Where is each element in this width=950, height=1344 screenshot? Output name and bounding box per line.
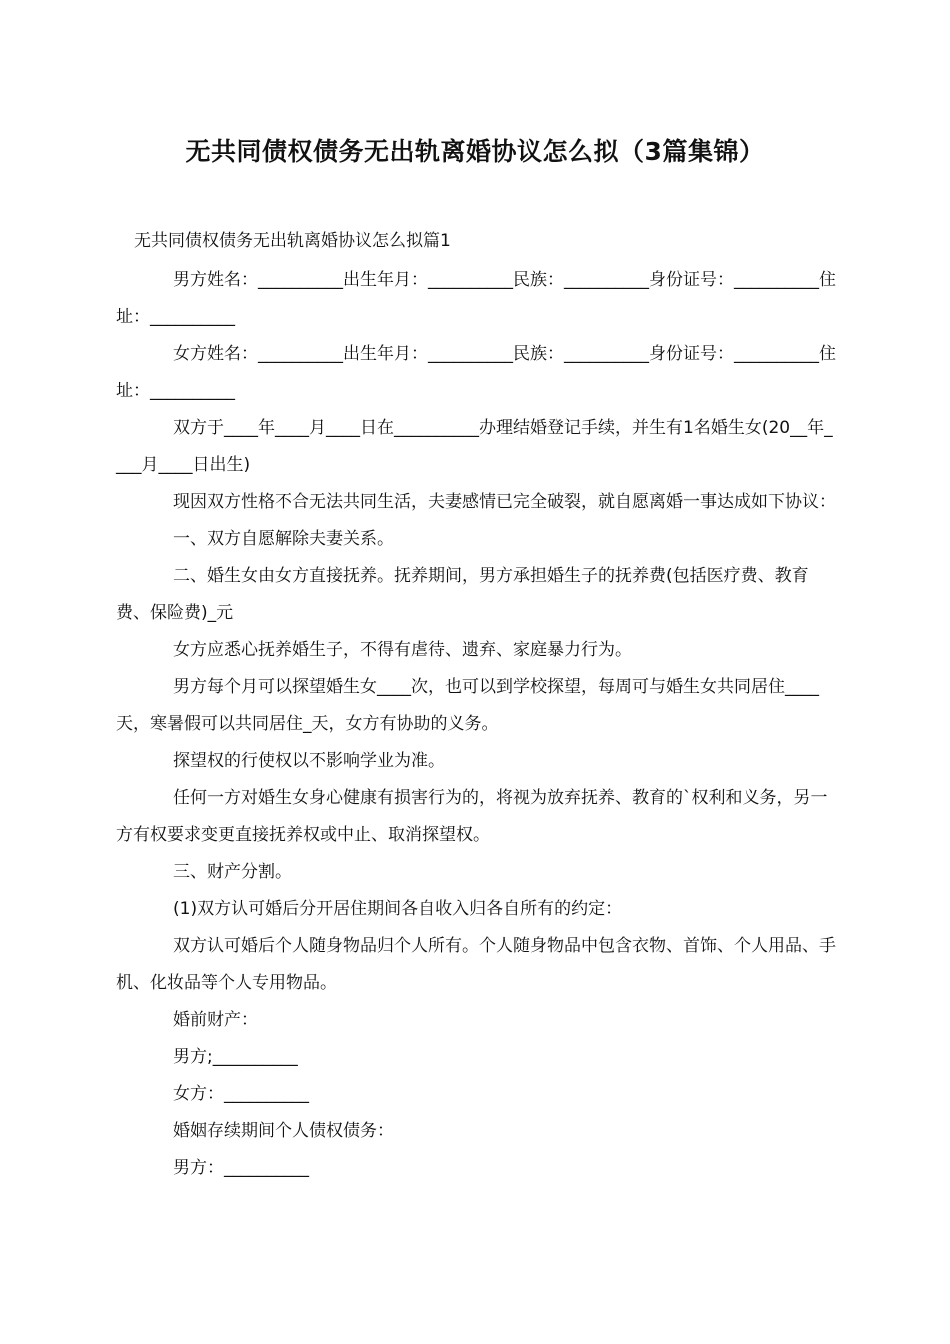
clause-2-paragraph: 二、婚生女由女方直接抚养。抚养期间，男方承担婚生子的抚养费(包括医疗费、教育费、保险费)_元 [116, 566, 809, 623]
clause-1-paragraph: 一、双方自愿解除夫妻关系。 [173, 529, 394, 549]
husband-info-paragraph: 男方姓名：__________出生年月：__________民族：__________身份证号：__________住址：__________ [116, 270, 836, 327]
document-body [116, 262, 838, 1187]
document-title: 无共同债权债务无出轨离婚协议怎么拟（3篇集锦） [185, 137, 765, 166]
debts-heading: 婚姻存续期间个人债权债务： [173, 1121, 394, 1141]
section-heading: 无共同债权债务无出轨离婚协议怎么拟篇1 [134, 231, 451, 251]
visitation-paragraph: 男方每个月可以探望婚生女____次，也可以到学校探望，每周可与婚生女共同居住____天，寒暑假可以共同居住_天，女方有协助的义务。 [116, 677, 819, 734]
visitation-limit-paragraph: 探望权的行使权以不影响学业为准。 [173, 751, 445, 771]
divorce-reason-paragraph: 现因双方性格不合无法共同生活，夫妻感情已完全破裂，就自愿离婚一事达成如下协议： [173, 492, 836, 512]
premarital-wife-line: 女方：__________ [173, 1084, 309, 1104]
marriage-registration-paragraph: 双方于____年____月____日在__________办理结婚登记手续，并生有1名婚生女(20__年____月____日出生) [116, 418, 833, 475]
personal-items-paragraph: 双方认可婚后个人随身物品归个人所有。个人随身物品中包含衣物、首饰、个人用品、手机、化妆品等个人专用物品。 [116, 936, 836, 993]
income-agreement-paragraph: (1)双方认可婚后分开居住期间各自收入归各自所有的约定： [173, 899, 623, 919]
wife-info-paragraph: 女方姓名：__________出生年月：__________民族：__________身份证号：__________住址：__________ [116, 344, 836, 401]
premarital-husband-line: 男方;__________ [173, 1047, 298, 1067]
harm-clause-paragraph: 任何一方对婚生女身心健康有损害行为的，将视为放弃抚养、教育的`权利和义务，另一方有权要求变更直接抚养权或中止、取消探望权。 [116, 788, 828, 845]
debts-husband-line: 男方：__________ [173, 1158, 309, 1178]
clause-3-paragraph: 三、财产分割。 [173, 862, 292, 882]
custody-care-paragraph: 女方应悉心抚养婚生子，不得有虐待、遗弃、家庭暴力行为。 [173, 640, 632, 660]
premarital-property-heading: 婚前财产： [173, 1010, 258, 1030]
